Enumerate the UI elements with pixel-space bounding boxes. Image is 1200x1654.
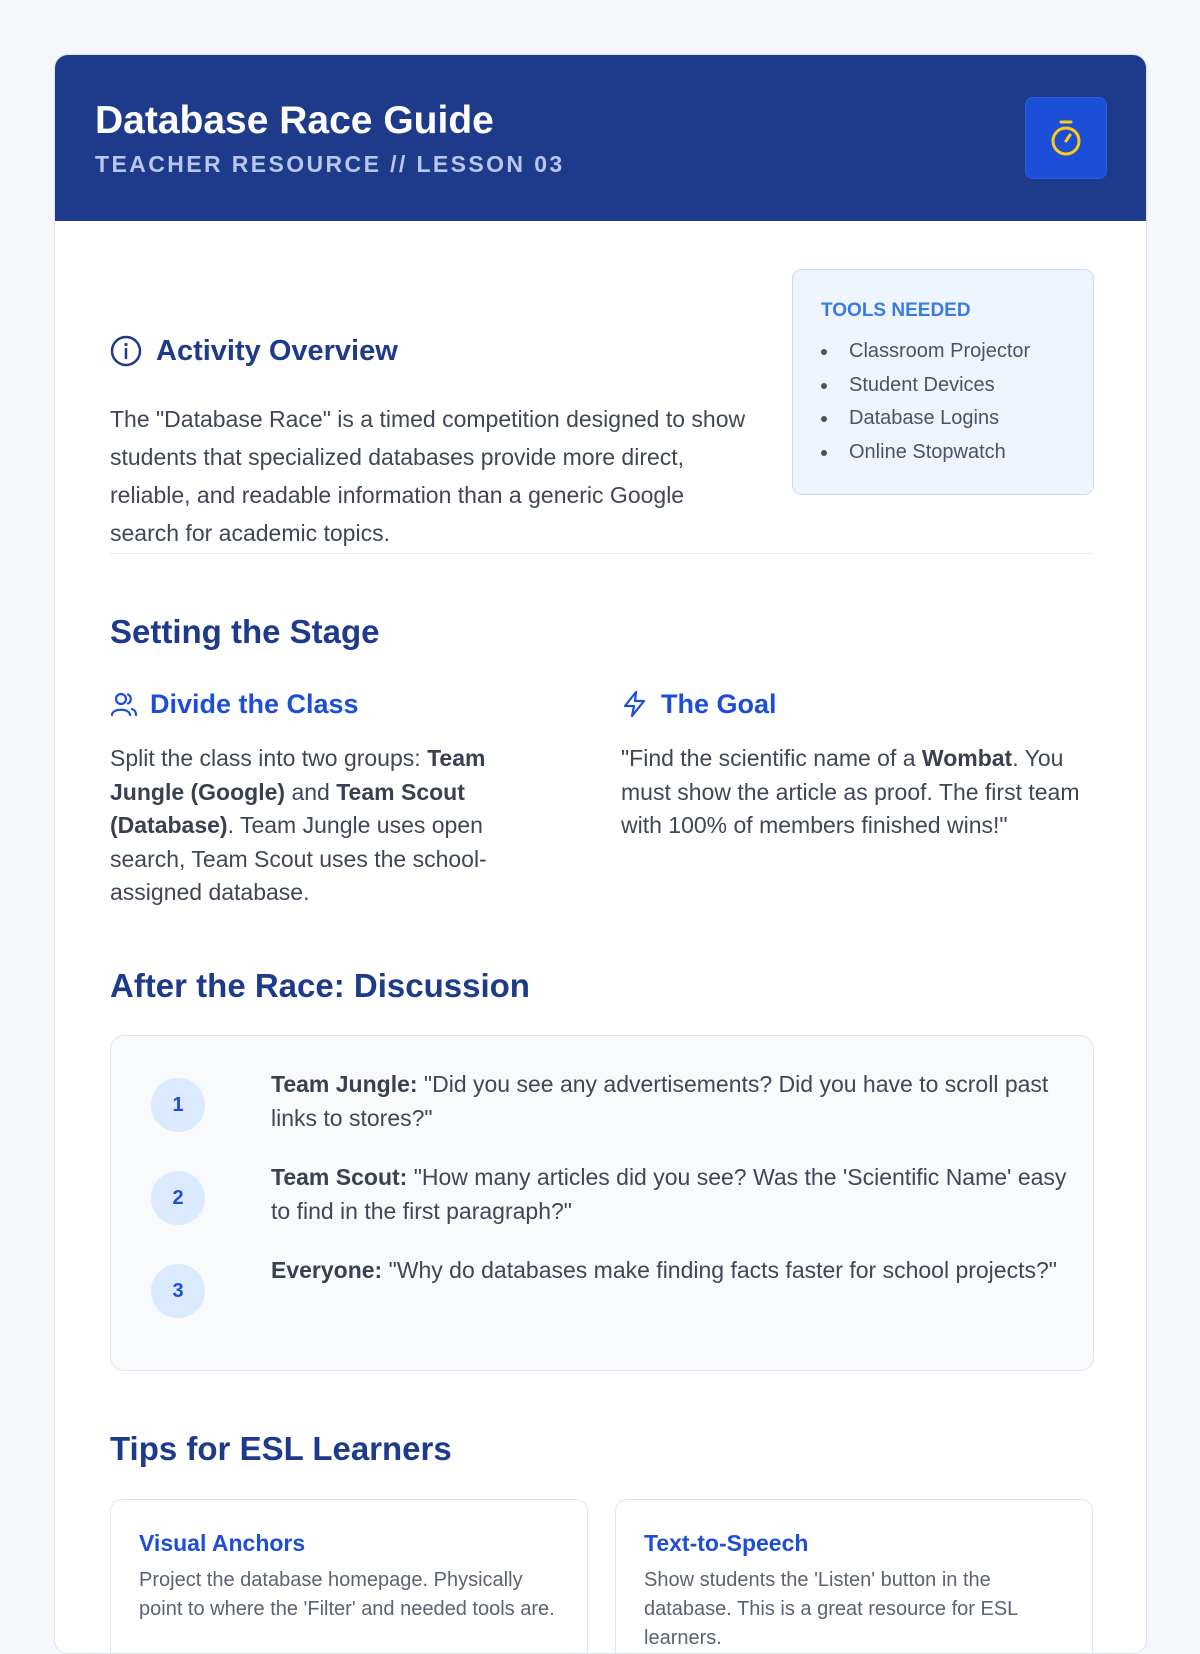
guide-card <box>54 54 1147 1654</box>
divide-heading-row <box>110 687 359 721</box>
divide-text: Split the class into two groups: Team Jungle (Google) and Team Scout (Database). Team Jungle uses open search, Team Scout uses the school-assigned database. <box>110 745 487 905</box>
goal-heading: The Goal <box>661 688 777 719</box>
overview-text: The "Database Race" is a timed competition designed to show students that specialized databases provide more direct, reliable, and readable information than a generic Google search for academic topics. <box>110 406 746 546</box>
number-badge: 1 <box>151 1078 205 1132</box>
tools-needed-box <box>792 269 1094 495</box>
page-title: Database Race Guide <box>95 99 494 142</box>
list-item: Student Devices <box>821 369 1030 403</box>
discussion-question: Team Scout: "How many articles did you see? Was the 'Scientific Name' easy to find in the first paragraph?" <box>271 1164 1067 1224</box>
header-banner <box>55 55 1146 221</box>
overview-heading: Activity Overview <box>156 334 398 367</box>
tip-title: Text-to-Speech <box>644 1530 809 1556</box>
number-badge: 2 <box>151 1171 205 1225</box>
list-item: Classroom Projector <box>821 335 1030 369</box>
stopwatch-button[interactable] <box>1025 97 1107 179</box>
tip-card <box>110 1499 588 1654</box>
number-badge: 3 <box>151 1264 205 1318</box>
stopwatch-icon <box>1049 119 1083 157</box>
tip-card <box>615 1499 1093 1654</box>
divide-heading: Divide the Class <box>150 688 359 719</box>
info-icon <box>110 335 142 367</box>
discussion-box <box>110 1035 1094 1371</box>
discussion-heading: After the Race: Discussion <box>110 967 530 1004</box>
tip-text: Show students the 'Listen' button in the database. This is a great resource for ESL learners. <box>644 1569 1018 1649</box>
tip-text: Project the database homepage. Physically point to where the 'Filter' and needed tools are. <box>139 1569 555 1620</box>
overview-heading-row <box>110 333 398 369</box>
divider <box>110 553 1094 554</box>
lightning-icon <box>621 690 649 718</box>
esl-heading: Tips for ESL Learners <box>110 1430 452 1467</box>
list-item: Database Logins <box>821 402 1030 436</box>
goal-text: "Find the scientific name of a Wombat. You must show the article as proof. The first team with 100% of members finished wins!" <box>621 745 1080 838</box>
goal-heading-row <box>621 687 777 721</box>
stage-heading: Setting the Stage <box>110 613 380 650</box>
discussion-question: Team Jungle: "Did you see any advertisements? Did you have to scroll past links to stores?" <box>271 1071 1049 1131</box>
page-subtitle: TEACHER RESOURCE // LESSON 03 <box>95 151 565 177</box>
tip-title: Visual Anchors <box>139 1530 306 1556</box>
users-icon <box>110 690 138 718</box>
tools-list <box>821 335 1030 469</box>
tools-title: TOOLS NEEDED <box>821 300 971 321</box>
list-item: Online Stopwatch <box>821 436 1030 470</box>
discussion-question: Everyone: "Why do databases make finding facts faster for school projects?" <box>271 1257 1057 1283</box>
